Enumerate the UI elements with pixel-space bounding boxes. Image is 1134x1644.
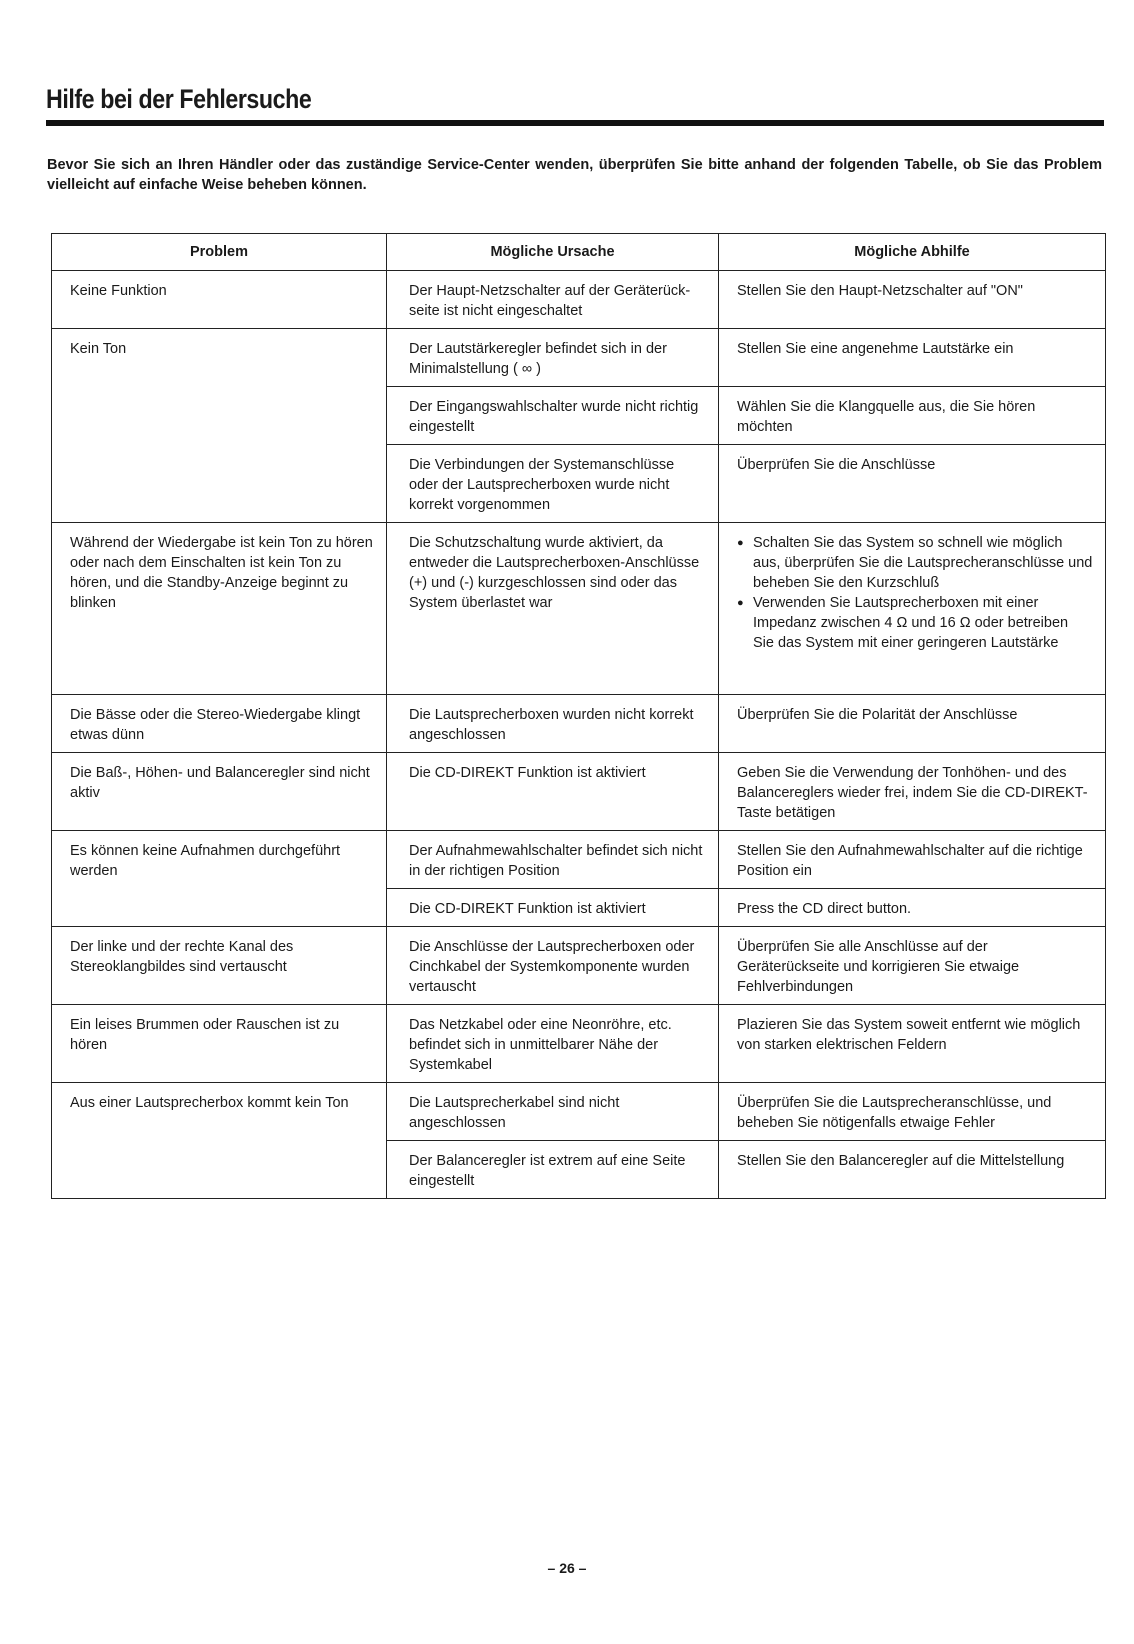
page-number: – 26 – <box>547 1560 587 1576</box>
cause-cell: Die Anschlüsse der Lautsprecherboxen oder Cinchkabel der Systemkomponente wurden vertauscht <box>387 927 719 1005</box>
problem-cell: Der linke und der rechte Kanal des Stereoklangbildes sind vertauscht <box>52 927 387 1005</box>
remedy-cell: Press the CD direct button. <box>719 889 1106 927</box>
problem-cell: Kein Ton <box>52 329 387 523</box>
remedy-cell <box>719 523 1106 695</box>
remedy-cell: Überprüfen Sie die Polarität der Anschlüsse <box>719 695 1106 753</box>
table-row <box>52 329 1106 387</box>
remedy-cell: Plazieren Sie das System soweit entfernt wie möglich von starken elektrischen Feldern <box>719 1005 1106 1083</box>
remedy-bullet: ● Verwenden Sie Lautsprecherboxen mit einer Impedanz zwischen 4 Ω und 16 Ω oder betreiben Sie das System mit einer geringeren Lautstärke <box>737 593 1093 653</box>
table-row <box>52 695 1106 753</box>
cause-cell: Die Lautsprecherkabel sind nicht angeschlossen <box>387 1083 719 1141</box>
cause-cell: Der Aufnahmewahlschalter befindet sich nicht in der richtigen Position <box>387 831 719 889</box>
table-row <box>52 927 1106 1005</box>
table-row <box>52 271 1106 329</box>
title-rule <box>46 120 1104 126</box>
remedy-bullet: ● Schalten Sie das System so schnell wie möglich aus, überprüfen Sie die Lautsprecheranschlüsse und beheben Sie den Kurzschluß <box>737 533 1093 593</box>
remedy-cell: Geben Sie die Verwendung der Tonhöhen- und des Balancereglers wieder frei, indem Sie die CD-DIREKT-Taste betätigen <box>719 753 1106 831</box>
remedy-cell: Stellen Sie den Balanceregler auf die Mittelstellung <box>719 1141 1106 1199</box>
cause-cell: Der Balanceregler ist extrem auf eine Seite eingestellt <box>387 1141 719 1199</box>
remedy-bullet-list <box>737 533 1093 653</box>
remedy-cell: Stellen Sie den Aufnahmewahlschalter auf die richtige Position ein <box>719 831 1106 889</box>
problem-cell: Keine Funktion <box>52 271 387 329</box>
cause-cell: Die CD-DIREKT Funktion ist aktiviert <box>387 889 719 927</box>
header-problem: Problem <box>52 234 387 271</box>
intro-text: Bevor Sie sich an Ihren Händler oder das zuständige Service-Center wenden, überprüfen Sie bitte anhand der folgenden Tabelle, ob Sie das Problem vielleicht auf einfache Weise beheben können. <box>47 157 1102 193</box>
table-row <box>52 831 1106 889</box>
table-header-row <box>52 234 1106 271</box>
page-title: Hilfe bei der Fehlersuche <box>46 84 312 114</box>
table-row <box>52 523 1106 695</box>
cause-cell: Der Eingangswahlschalter wurde nicht richtig eingestellt <box>387 387 719 445</box>
header-remedy: Mögliche Abhilfe <box>719 234 1106 271</box>
table-row <box>52 1083 1106 1141</box>
troubleshooting-table <box>51 233 1106 1199</box>
remedy-cell: Überprüfen Sie alle Anschlüsse auf der Geräterückseite und korrigieren Sie etwaige Fehlverbindungen <box>719 927 1106 1005</box>
remedy-cell: Stellen Sie eine angenehme Lautstärke ein <box>719 329 1106 387</box>
cause-cell: Das Netzkabel oder eine Neonröhre, etc. befindet sich in unmittelbarer Nähe der Systemkabel <box>387 1005 719 1083</box>
problem-cell: Die Baß-, Höhen- und Balanceregler sind nicht aktiv <box>52 753 387 831</box>
remedy-cell: Stellen Sie den Haupt-Netzschalter auf "ON" <box>719 271 1106 329</box>
cause-cell: Die Verbindungen der Systemanschlüsse oder der Lautsprecherboxen wurde nicht korrekt vorgenommen <box>387 445 719 523</box>
remedy-cell: Wählen Sie die Klangquelle aus, die Sie hören möchten <box>719 387 1106 445</box>
header-cause: Mögliche Ursache <box>387 234 719 271</box>
table-row <box>52 1005 1106 1083</box>
cause-cell: Der Haupt-Netzschalter auf der Geräterück-seite ist nicht eingeschaltet <box>387 271 719 329</box>
problem-cell: Aus einer Lautsprecherbox kommt kein Ton <box>52 1083 387 1199</box>
cause-cell: Die Schutzschaltung wurde aktiviert, da entweder die Lautsprecherboxen-Anschlüsse (+) und (-) kurzgeschlossen sind oder das System überlastet war <box>387 523 719 695</box>
problem-cell: Es können keine Aufnahmen durchgeführt werden <box>52 831 387 927</box>
remedy-cell: Überprüfen Sie die Anschlüsse <box>719 445 1106 523</box>
cause-cell: Die CD-DIREKT Funktion ist aktiviert <box>387 753 719 831</box>
table-row <box>52 753 1106 831</box>
problem-cell: Ein leises Brummen oder Rauschen ist zu hören <box>52 1005 387 1083</box>
remedy-cell: Überprüfen Sie die Lautsprecheranschlüsse, und beheben Sie nötigenfalls etwaige Fehler <box>719 1083 1106 1141</box>
problem-cell: Während der Wiedergabe ist kein Ton zu hören oder nach dem Einschalten ist kein Ton zu hören, und die Standby-Anzeige beginnt zu blinken <box>52 523 387 695</box>
cause-cell: Der Lautstärkeregler befindet sich in der Minimalstellung ( ∞ ) <box>387 329 719 387</box>
cause-cell: Die Lautsprecherboxen wurden nicht korrekt angeschlossen <box>387 695 719 753</box>
problem-cell: Die Bässe oder die Stereo-Wiedergabe klingt etwas dünn <box>52 695 387 753</box>
